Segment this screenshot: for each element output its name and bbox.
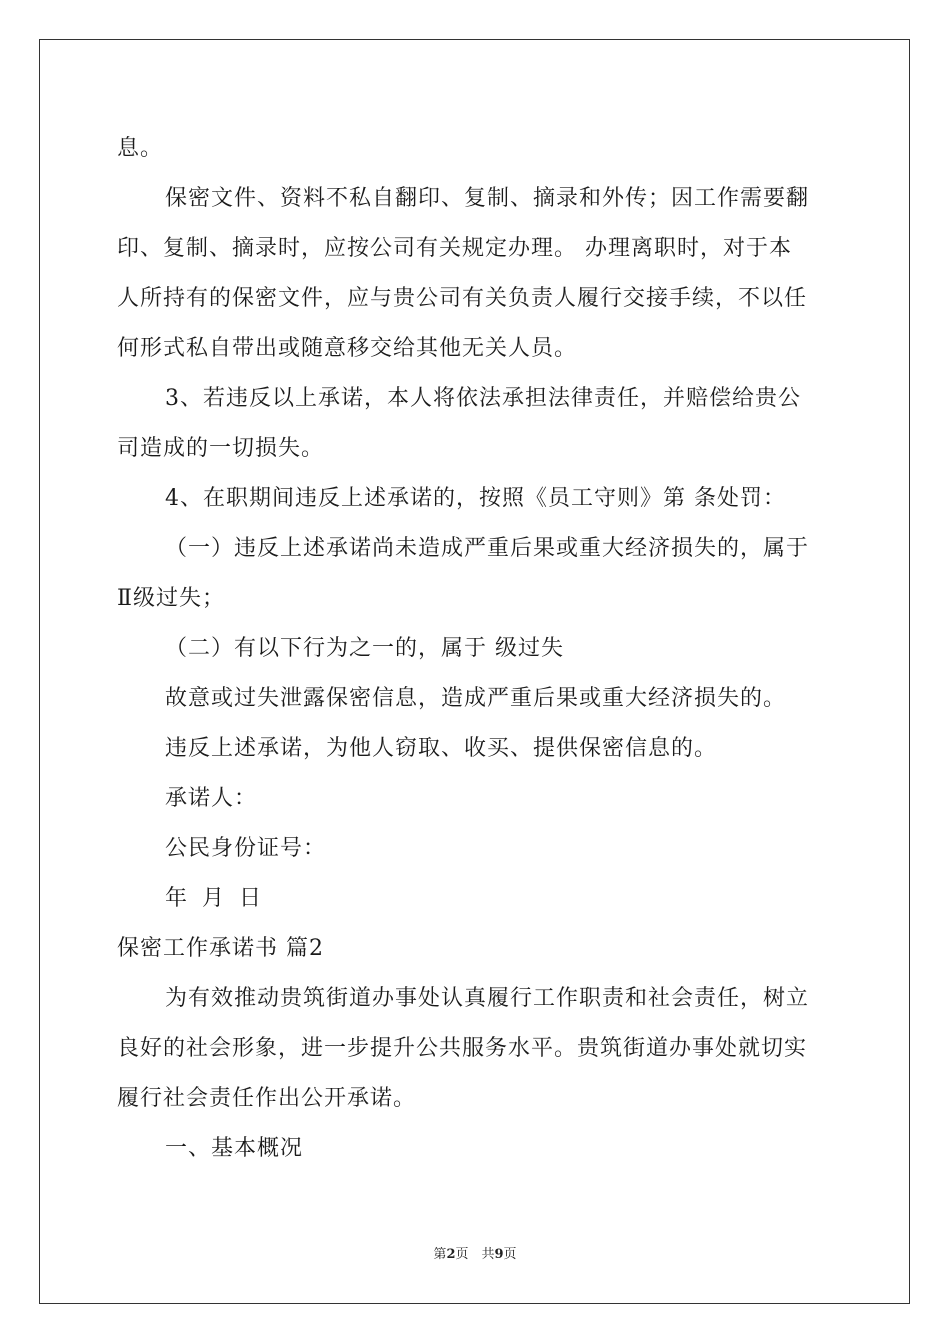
page-footer (0, 1247, 950, 1263)
page-border (39, 39, 910, 1304)
footer-middle: 页 共 (455, 1247, 495, 1262)
text-line: （二）有以下行为之一的，属于 级过失 (165, 636, 564, 661)
text-line: Ⅱ级过失； (117, 586, 225, 611)
text-line: 3、若违反以上承诺，本人将依法承担法律责任，并赔偿给贵公 (165, 386, 801, 411)
text-line: 印、复制、摘录时，应按公司有关规定办理。 办理离职时，对于本 (117, 236, 792, 261)
text-line: 司造成的一切损失。 (117, 436, 325, 461)
text-line: 息。 (117, 136, 164, 161)
current-page-number: 2 (446, 1247, 456, 1262)
text-line: 履行社会责任作出公开承诺。 (117, 1086, 417, 1111)
text-line: 故意或过失泄露保密信息，造成严重后果或重大经济损失的。 (165, 686, 787, 711)
text-line: 为有效推动贵筑街道办事处认真履行工作职责和社会责任，树立 (165, 986, 810, 1011)
text-line: 违反上述承诺，为他人窃取、收买、提供保密信息的。 (165, 736, 718, 761)
total-pages-number: 9 (494, 1247, 504, 1262)
text-line: 4、在职期间违反上述承诺的，按照《员工守则》第 条处罚： (165, 486, 786, 511)
footer-prefix: 第 (433, 1247, 447, 1262)
text-line: （一）违反上述承诺尚未造成严重后果或重大经济损失的，属于 (165, 536, 810, 561)
footer-suffix: 页 (503, 1247, 517, 1262)
text-line: 良好的社会形象，进一步提升公共服务水平。贵筑街道办事处就切实 (117, 1036, 808, 1061)
section-heading: 保密工作承诺书 篇2 (117, 936, 324, 961)
text-line: 公民身份证号： (165, 836, 327, 861)
text-line: 保密文件、资料不私自翻印、复制、摘录和外传；因工作需要翻 (165, 186, 810, 211)
text-line: 一、基本概况 (165, 1136, 304, 1161)
text-line: 人所持有的保密文件，应与贵公司有关负责人履行交接手续，不以任 (117, 286, 808, 311)
text-line: 年 月 日 (165, 886, 262, 911)
text-line: 承诺人： (165, 786, 258, 811)
text-line: 何形式私自带出或随意移交给其他无关人员。 (117, 336, 578, 361)
